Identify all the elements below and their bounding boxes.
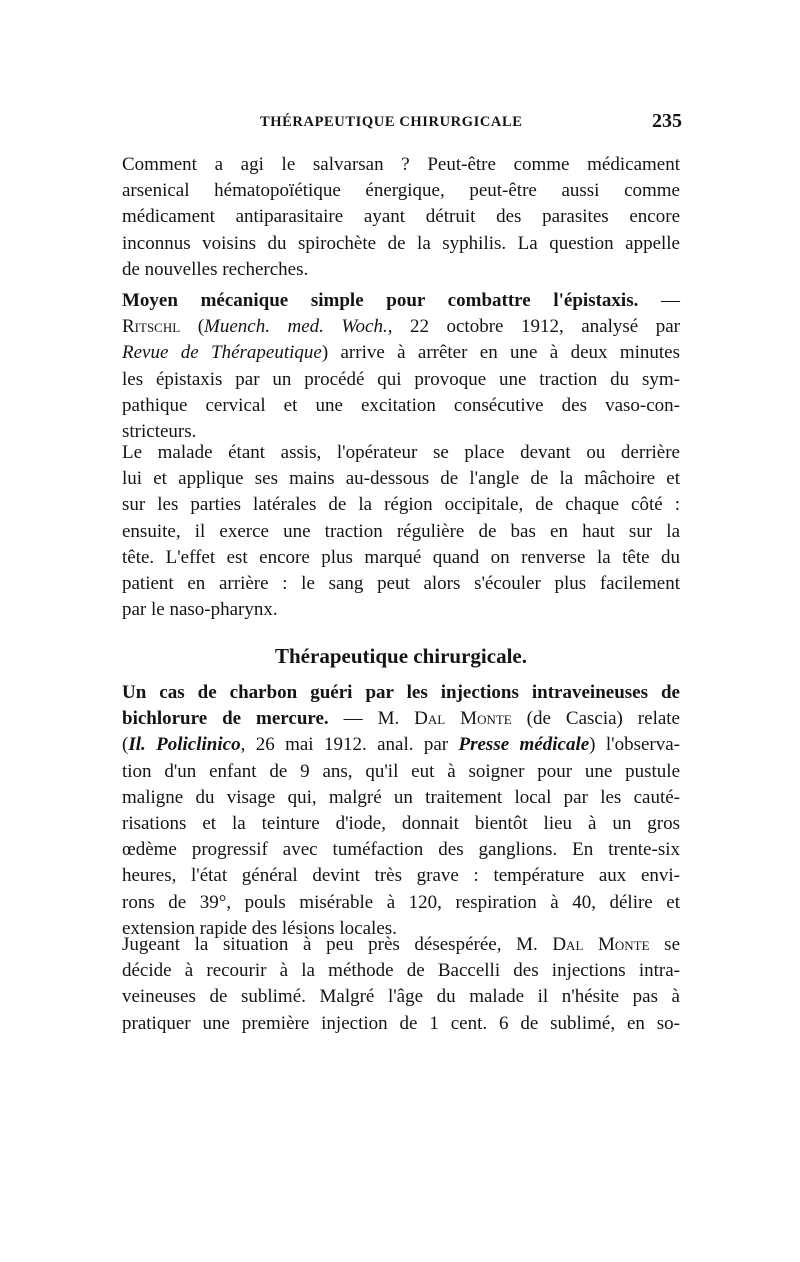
text-line: heures, l'état général devint très grave : température aux envi- bbox=[122, 865, 680, 887]
running-title: THÉRAPEUTIQUE CHIRURGICALE bbox=[260, 114, 523, 130]
text-line: extension rapide des lésions locales. bbox=[122, 917, 397, 939]
text-line: Comment a agi le salvarsan ? Peut-être comme médicament bbox=[122, 154, 680, 175]
text-line: pratiquer une première injection de 1 cent. 6 de sublimé, en so- bbox=[122, 1012, 680, 1034]
text-line: tête. L'effet est encore plus marqué quand on renverse la tête du bbox=[122, 546, 680, 568]
text-line: œdème progressif avec tuméfaction des ganglions. En trente-six bbox=[122, 839, 680, 861]
article-title: bichlorure de mercure. bbox=[122, 708, 329, 730]
text-line: Jugeant la situation à peu près désespérée, M. Dal Monte se bbox=[122, 934, 681, 955]
article-source-line: (Il. Policlinico, 26 mai 1912. anal. par Presse médicale) l'observa- bbox=[122, 734, 680, 756]
source-journal: Il. Policlinico bbox=[128, 734, 241, 756]
text-line: rons de 39°, pouls misérable à 120, respiration à 40, délire et bbox=[122, 891, 680, 913]
source-journal: Muench. med. Woch. bbox=[204, 316, 388, 338]
text-line: Revue de Thérapeutique) arrive à arrêter en une à deux minutes bbox=[122, 342, 681, 364]
text-line: Le malade étant assis, l'opérateur se place devant ou derrière bbox=[122, 442, 680, 463]
article-epistaxis bbox=[122, 288, 680, 445]
text-line: patient en arrière : le sang peut alors s'écouler plus facilement bbox=[122, 572, 680, 594]
page-number: 235 bbox=[652, 110, 682, 132]
article-title: Moyen mécanique simple pour combattre l'épistaxis. bbox=[122, 290, 639, 311]
article-author: Dal Monte bbox=[552, 934, 650, 955]
article-author-line: bichlorure de mercure. — M. Dal Monte (de Cascia) relate bbox=[122, 708, 680, 730]
text-line: ensuite, il exerce une traction régulière de bas en haut sur la bbox=[122, 520, 680, 542]
text-line: tion d'un enfant de 9 ans, qu'il eut à soigner pour une pustule bbox=[122, 760, 680, 782]
text-line: les épistaxis par un procédé qui provoque une traction du sym- bbox=[122, 368, 680, 390]
article-source-line: Ritschl (Muench. med. Woch., 22 octobre 1912, analysé par bbox=[122, 316, 680, 338]
article-title-line: Un cas de charbon guéri par les injections intraveineuses de bbox=[122, 682, 680, 703]
text-line: lui et applique ses mains au-dessous de l'angle de la mâchoire et bbox=[122, 468, 680, 490]
text-line: décide à recourir à la méthode de Baccelli des injections intra- bbox=[122, 960, 680, 982]
review-journal: Revue de Thérapeutique bbox=[122, 342, 322, 364]
text-line: stricteurs. bbox=[122, 420, 197, 442]
running-head bbox=[120, 110, 682, 142]
text-line: par le naso-pharynx. bbox=[122, 599, 278, 621]
paragraph-procedure bbox=[122, 440, 680, 623]
text-line: sur les parties latérales de la région occipitale, de chaque côté : bbox=[122, 494, 680, 516]
article-author: Ritschl bbox=[122, 316, 181, 338]
text-line: inconnus voisins du spirochète de la syphilis. La question appelle bbox=[122, 232, 680, 254]
text-line: médicament antiparasitaire ayant détruit des parasites encore bbox=[122, 206, 680, 228]
text-line: de nouvelles recherches. bbox=[122, 258, 309, 280]
text-line: risations et la teinture d'iode, donnait bientôt lieu à un gros bbox=[122, 812, 680, 834]
text-line: pathique cervical et une excitation consécutive des vaso-con- bbox=[122, 394, 680, 416]
text-line: arsenical hématopoïétique énergique, peut-être aussi comme bbox=[122, 180, 680, 202]
text-line: maligne du visage qui, malgré un traitement local par les cauté- bbox=[122, 786, 680, 808]
article-charbon bbox=[122, 680, 680, 942]
paragraph-salvarsan bbox=[122, 152, 680, 283]
article-title-line: Moyen mécanique simple pour combattre l'épistaxis. — bbox=[122, 290, 681, 311]
review-journal: Presse médicale bbox=[458, 734, 590, 756]
section-heading: Thérapeutique chirurgicale. bbox=[275, 644, 527, 668]
text-line: veineuses de sublimé. Malgré l'âge du malade il n'hésite pas à bbox=[122, 986, 680, 1008]
article-author: Dal Monte bbox=[414, 708, 512, 730]
paragraph-sublime bbox=[122, 932, 680, 1037]
